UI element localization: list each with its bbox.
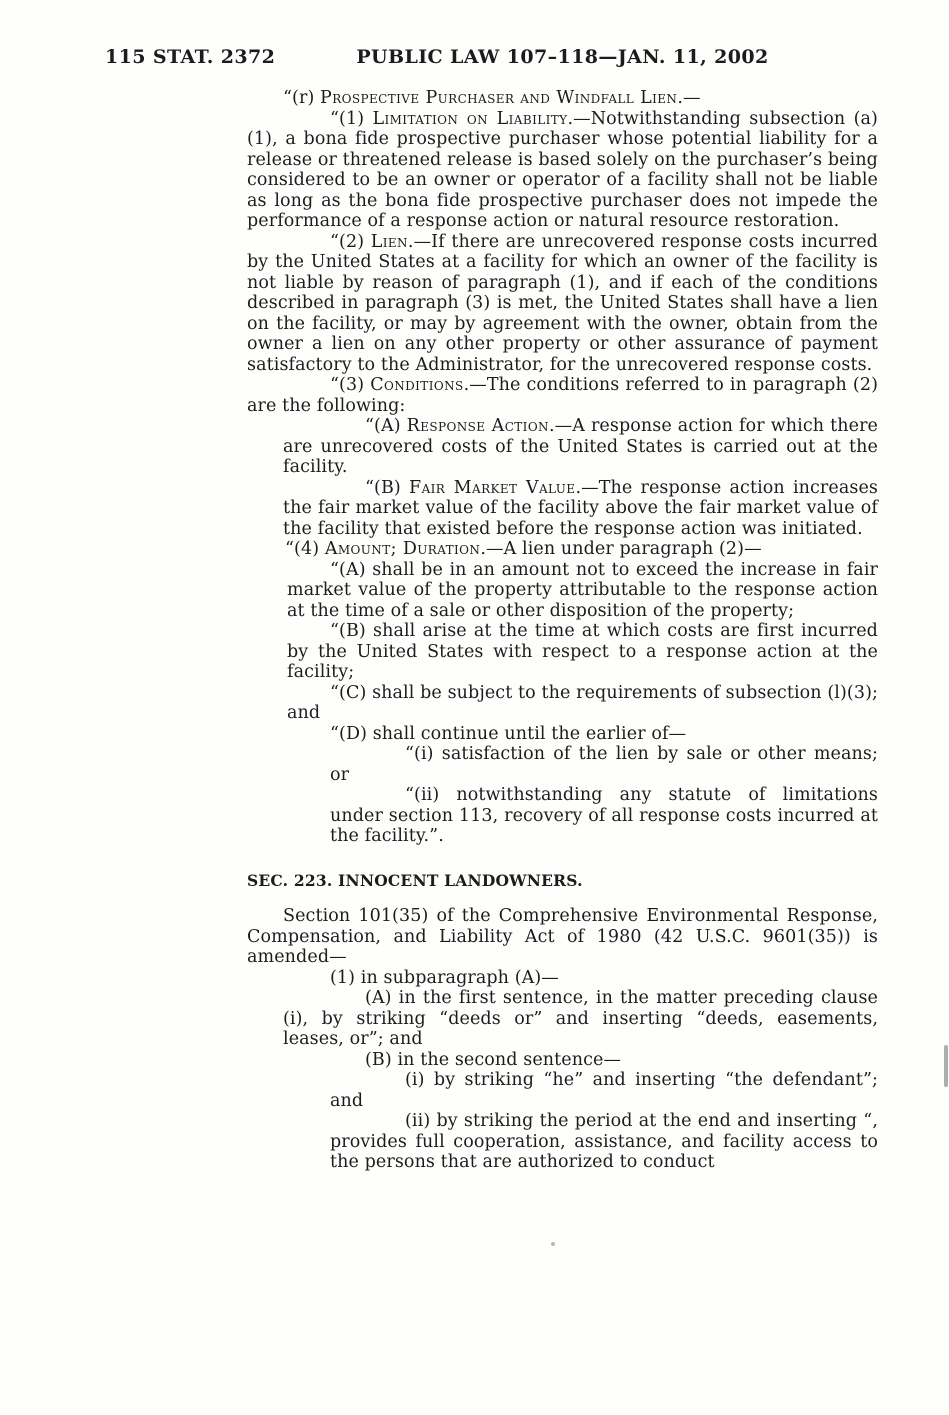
smallcaps-run: Lien <box>370 231 408 252</box>
smallcaps-run: Response Action <box>406 416 549 436</box>
amendment-item-1B-ii: (ii) by striking the period at the end and inserting “, provides full cooperation, assistance, and facility access to the persons that are authorized to conduct <box>330 1111 878 1172</box>
page-body <box>247 88 878 1173</box>
paragraph-4-amount-duration <box>247 539 878 560</box>
smallcaps-run: Conditions <box>370 375 464 395</box>
amendment-item-1A: (A) in the first sentence, in the matter preceding clause (i), by striking “deeds or” and inserting “deeds, easements, leases, or”; and <box>283 988 878 1049</box>
subparagraph-4A <box>287 560 878 622</box>
section-223-heading: SEC. 223. INNOCENT LANDOWNERS. <box>247 870 583 890</box>
text-run: “(C) shall be subject to the requirements of subsection (l)(3); and <box>287 682 878 723</box>
text-run: .—If there are unrecovered response costs incurred by the United States at a facility for which an owner of the facility is not liable by reason of paragraph (1), and if each of the conditions described in paragraph (3) is met, the United States shall have a lien on the facility, or may by agreement with the owner, obtain from the owner a lien on any other property or other assurance of payment satisfactory to the Administrator, for the unrecovered response costs. <box>247 231 878 375</box>
text-run: “(D) shall continue until the earlier of— <box>330 723 687 744</box>
amendment-item-1: (1) in subparagraph (A)— <box>330 967 559 988</box>
text-run: “(i) satisfaction of the lien by sale or other means; or <box>330 744 878 785</box>
amendment-item-1B-i: (i) by striking “he” and inserting “the defendant”; and <box>330 1070 878 1111</box>
paragraph-3-conditions <box>247 375 878 416</box>
subparagraph-4B <box>287 621 878 683</box>
subparagraph-4D <box>287 724 878 745</box>
subparagraph-4C <box>287 683 878 724</box>
text-run: “(ii) notwithstanding any statute of limitations under section 113, recovery of all response costs incurred at the facility.”. <box>330 785 878 846</box>
text-run: “(B) shall arise at the time at which costs are first incurred by the United States with respect to a response action at the facility; <box>287 621 878 682</box>
scan-artifact-edge-mark <box>944 1045 948 1087</box>
stat-page-number: 115 STAT. 2372 <box>105 46 276 68</box>
text-run: “(2) <box>330 231 371 252</box>
text-run: “(4) <box>285 539 325 559</box>
amendment-item-1B: (B) in the second sentence— <box>365 1049 622 1070</box>
text-run: .—The conditions referred to in paragraph (2) are the following: <box>247 375 878 416</box>
text-run: “(A) shall be in an amount not to exceed the increase in fair market value of the property attributable to the response action at the time of a sale or other disposition of the property; <box>287 559 878 621</box>
smallcaps-run: Amount; Duration <box>324 539 481 559</box>
scan-artifact-dot <box>551 1242 555 1246</box>
text-run: “(r) <box>283 88 321 108</box>
text-run: .—Notwithstanding subsection (a)(1), a bona fide prospective purchaser whose potential liability for a release or threatened release is based solely on the purchaser’s being considered to be an owner or operator of a facility shall not be liable as long as the bona fide prospective purchaser does not impede the performance of a response action or natural resource restoration. <box>247 108 878 231</box>
text-run: .—The response action increases the fair market value of the facility above the fair market value of the facility that existed before the response action was initiated. <box>283 477 878 539</box>
text-run: .—A response action for which there are unrecovered costs of the United States is carried out at the facility. <box>283 416 878 477</box>
paragraph-2-lien <box>247 232 878 376</box>
text-run: “(A) <box>365 416 407 436</box>
subparagraph-3B-fair-market-value <box>283 478 878 540</box>
clause-4D-ii <box>330 785 878 847</box>
text-run: “(1) <box>330 108 373 129</box>
smallcaps-run: Limitation on Liability <box>372 108 568 129</box>
text-run: “(3) <box>330 375 371 395</box>
text-run: .— <box>677 88 701 108</box>
text-run: “(B) <box>365 477 410 498</box>
text-run: .—A lien under paragraph (2)— <box>480 539 762 559</box>
clause-4D-i <box>330 744 878 785</box>
paragraph-1-limitation-on-liability <box>247 109 878 232</box>
subparagraph-3A-response-action <box>283 416 878 478</box>
smallcaps-run: Prospective Purchaser and Windfall Lien <box>320 88 678 108</box>
section-223-intro: Section 101(35) of the Comprehensive Environmental Response, Compensation, and Liability Act of 1980 (42 U.S.C. 9601(35)) is amended— <box>247 906 878 967</box>
smallcaps-run: Fair Market Value <box>409 477 576 498</box>
public-law-header: PUBLIC LAW 107–118—JAN. 11, 2002 <box>356 46 769 68</box>
subsection-r-heading <box>247 88 878 109</box>
